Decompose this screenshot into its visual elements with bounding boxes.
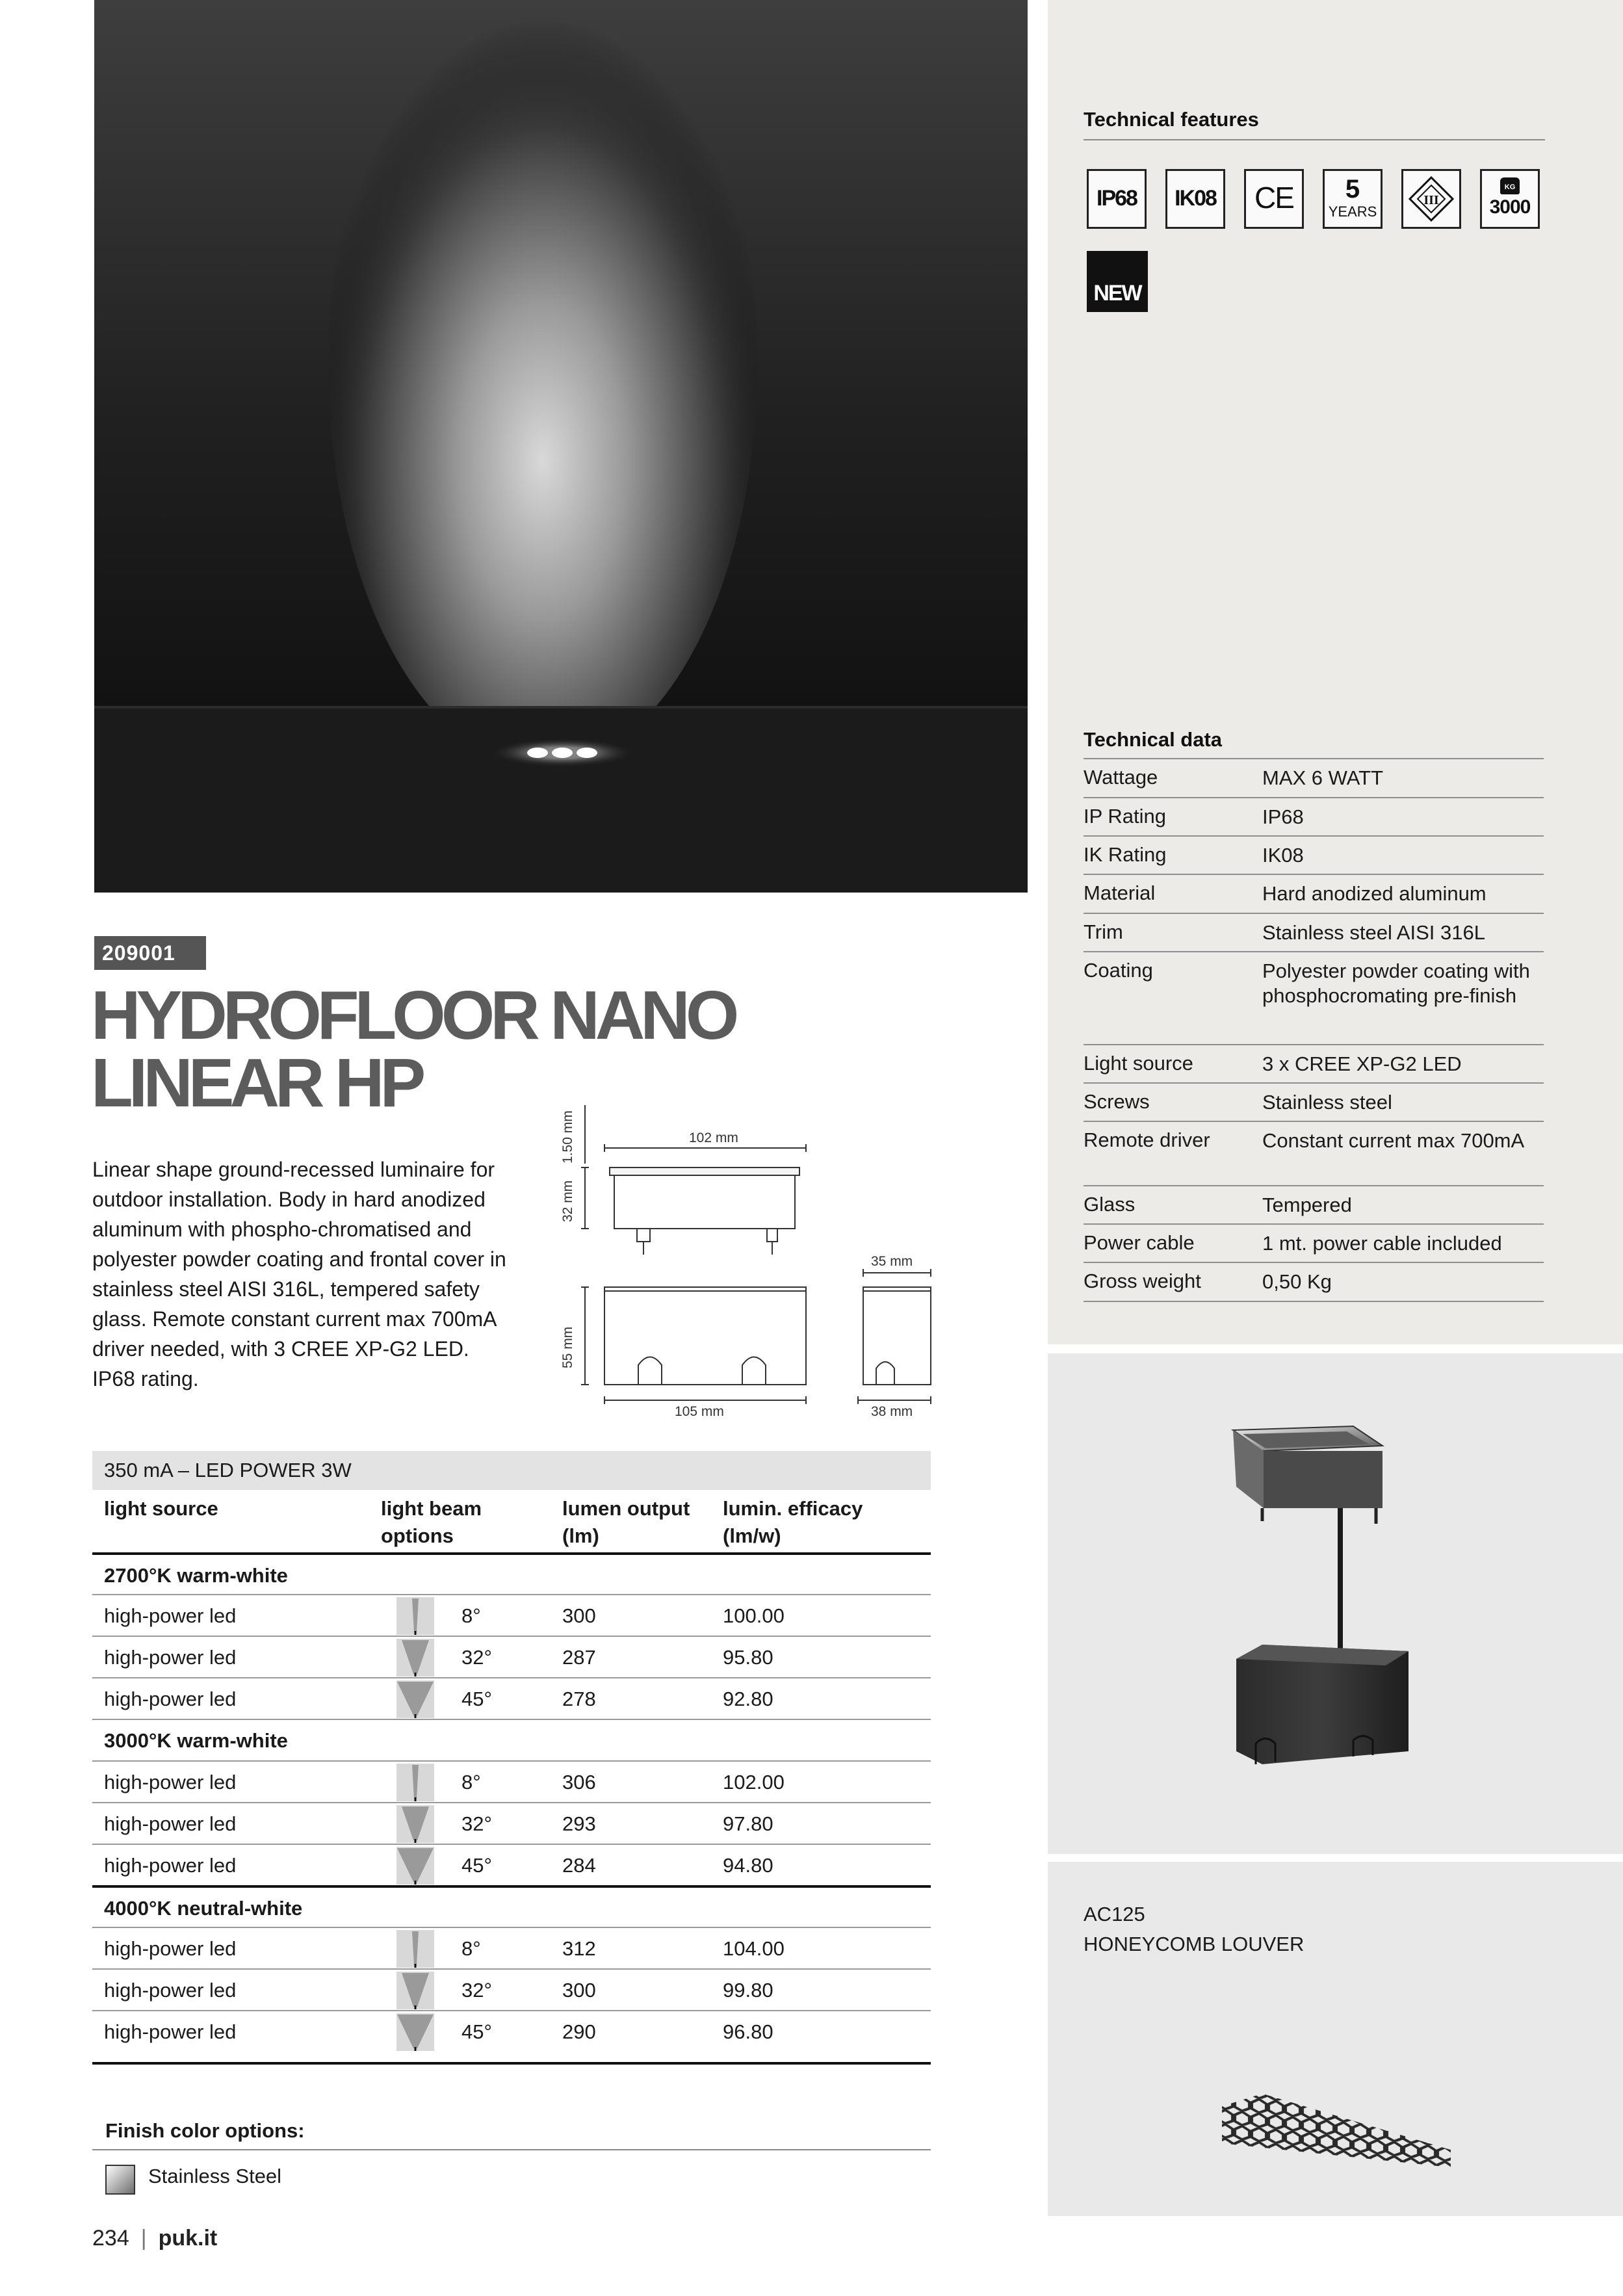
table-row: high-power led 8° 306 102.00 — [92, 1760, 931, 1803]
spec-row-power-cable: Power cable 1 mt. power cable included — [1084, 1223, 1544, 1262]
page-footer — [92, 2226, 217, 2251]
product-title-line2: LINEAR HP — [91, 1045, 422, 1121]
spec-row-trim: Trim Stainless steel AISI 316L — [1084, 913, 1544, 952]
spec-row-light-source: Light source 3 x CREE XP-G2 LED — [1084, 1044, 1544, 1083]
weight-glyph: KG — [1500, 177, 1520, 194]
product-render — [1048, 1353, 1623, 1854]
dim-top-height: 32 mm — [560, 1180, 575, 1222]
col-light-source: light source — [104, 1497, 218, 1520]
finish-rule — [92, 2149, 931, 2150]
table-row: high-power led 32° 287 95.80 — [92, 1636, 931, 1678]
stainless-steel-swatch[interactable] — [105, 2165, 135, 2195]
spec-row-glass: Glass Tempered — [1084, 1185, 1544, 1224]
group-row: 4000°K neutral-white — [92, 1885, 931, 1929]
ip68-icon: IP68 — [1087, 169, 1147, 229]
accessory-code: AC125 — [1084, 1903, 1145, 1925]
spec-row-ik-rating: IK Rating IK08 — [1084, 835, 1544, 874]
spec-row-gross-weight: Gross weight 0,50 Kg — [1084, 1262, 1544, 1302]
dim-box-height: 55 mm — [560, 1326, 575, 1368]
product-title-line1: HYDROFLOOR NANO — [91, 977, 735, 1054]
col-light-beam: light beam options — [381, 1497, 482, 1547]
performance-table-header: 350 mA – LED POWER 3W — [92, 1451, 931, 1490]
new-badge: NEW — [1087, 251, 1148, 312]
group-row: 3000°K warm-white — [92, 1719, 931, 1762]
product-render-panel — [1048, 1353, 1623, 1854]
col-luminous-efficacy: lumin. efficacy (lm/w) — [723, 1497, 863, 1547]
table-row: high-power led 8° 312 104.00 — [92, 1927, 931, 1970]
spec-row-wattage: Wattage MAX 6 WATT — [1084, 758, 1544, 797]
beam-narrow-icon — [396, 1764, 434, 1801]
features-rule — [1084, 139, 1545, 140]
dim-box-width: 105 mm — [675, 1404, 724, 1419]
footer-separator: | — [140, 2226, 147, 2250]
honeycomb-louver-image — [1048, 1862, 1623, 2216]
beam-narrow-icon — [396, 1930, 434, 1968]
table-row: high-power led 32° 293 97.80 — [92, 1802, 931, 1845]
spec-row-ip-rating: IP Rating IP68 — [1084, 797, 1544, 836]
hero-photo — [94, 0, 1028, 893]
beam-medium-icon — [396, 1972, 434, 2009]
ik08-icon: IK08 — [1165, 169, 1225, 229]
class-iii-label: III — [1423, 193, 1439, 207]
beam-medium-icon — [396, 1639, 434, 1676]
table-bottom-rule — [92, 2062, 931, 2065]
beam-narrow-icon — [396, 1597, 434, 1635]
finish-option-label: Stainless Steel — [148, 2165, 282, 2187]
class-iii-icon — [1401, 169, 1461, 229]
table-row: high-power led 45° 278 92.80 — [92, 1677, 931, 1720]
dim-top-width: 102 mm — [689, 1130, 738, 1145]
dim-top-lip: 1.50 mm — [560, 1110, 575, 1164]
beam-wide-icon — [396, 1847, 434, 1885]
product-description: Linear shape ground-recessed luminaire for outdoor installation. Body in hard anodized aluminum with phospho-chromatised and polyester powder coating and frontal cover in stainless steel AISI 316L, tempered safety glass. Remote constant current max 700mA driver needed, with 3 CREE XP-G2 LED. IP68 rating. — [92, 1158, 506, 1390]
beam-medium-icon — [396, 1805, 434, 1843]
spec-row-coating: Coating Polyester powder coating with phosphocromating pre-finish — [1084, 951, 1544, 1045]
load-weight-icon: KG 3000 — [1480, 169, 1540, 229]
dim-side-top: 35 mm — [871, 1254, 913, 1269]
spec-row-material: Material Hard anodized aluminum — [1084, 874, 1544, 913]
group-row: 2700°K warm-white — [92, 1552, 931, 1597]
table-row: high-power led 45° 284 94.80 — [92, 1844, 931, 1886]
site-link[interactable]: puk.it — [158, 2226, 218, 2250]
finish-title: Finish color options: — [105, 2119, 305, 2142]
ce-mark-icon: CE — [1244, 169, 1304, 229]
accessory-honeycomb-louver[interactable] — [1048, 1862, 1623, 2216]
table-row: high-power led 45° 290 96.80 — [92, 2010, 931, 2053]
technical-data-title: Technical data — [1084, 728, 1223, 751]
col-lumen-output: lumen output (lm) — [562, 1497, 690, 1547]
page-number: 234 — [92, 2226, 129, 2250]
dim-side-bottom: 38 mm — [871, 1404, 913, 1419]
table-row: high-power led 8° 300 100.00 — [92, 1594, 931, 1637]
spec-row-remote-driver: Remote driver Constant current max 700mA — [1084, 1121, 1544, 1186]
technical-drawing — [552, 1099, 942, 1437]
table-row: high-power led 32° 300 99.80 — [92, 1968, 931, 2011]
product-title — [91, 977, 735, 1121]
accessory-name: HONEYCOMB LOUVER — [1084, 1933, 1305, 1955]
product-code-badge: 209001 — [94, 936, 206, 970]
warranty-icon: 5 YEARS — [1323, 169, 1383, 229]
technical-features-title: Technical features — [1084, 108, 1259, 131]
beam-wide-icon — [396, 2013, 434, 2051]
spec-row-screws: Screws Stainless steel — [1084, 1082, 1544, 1121]
beam-wide-icon — [396, 1680, 434, 1718]
